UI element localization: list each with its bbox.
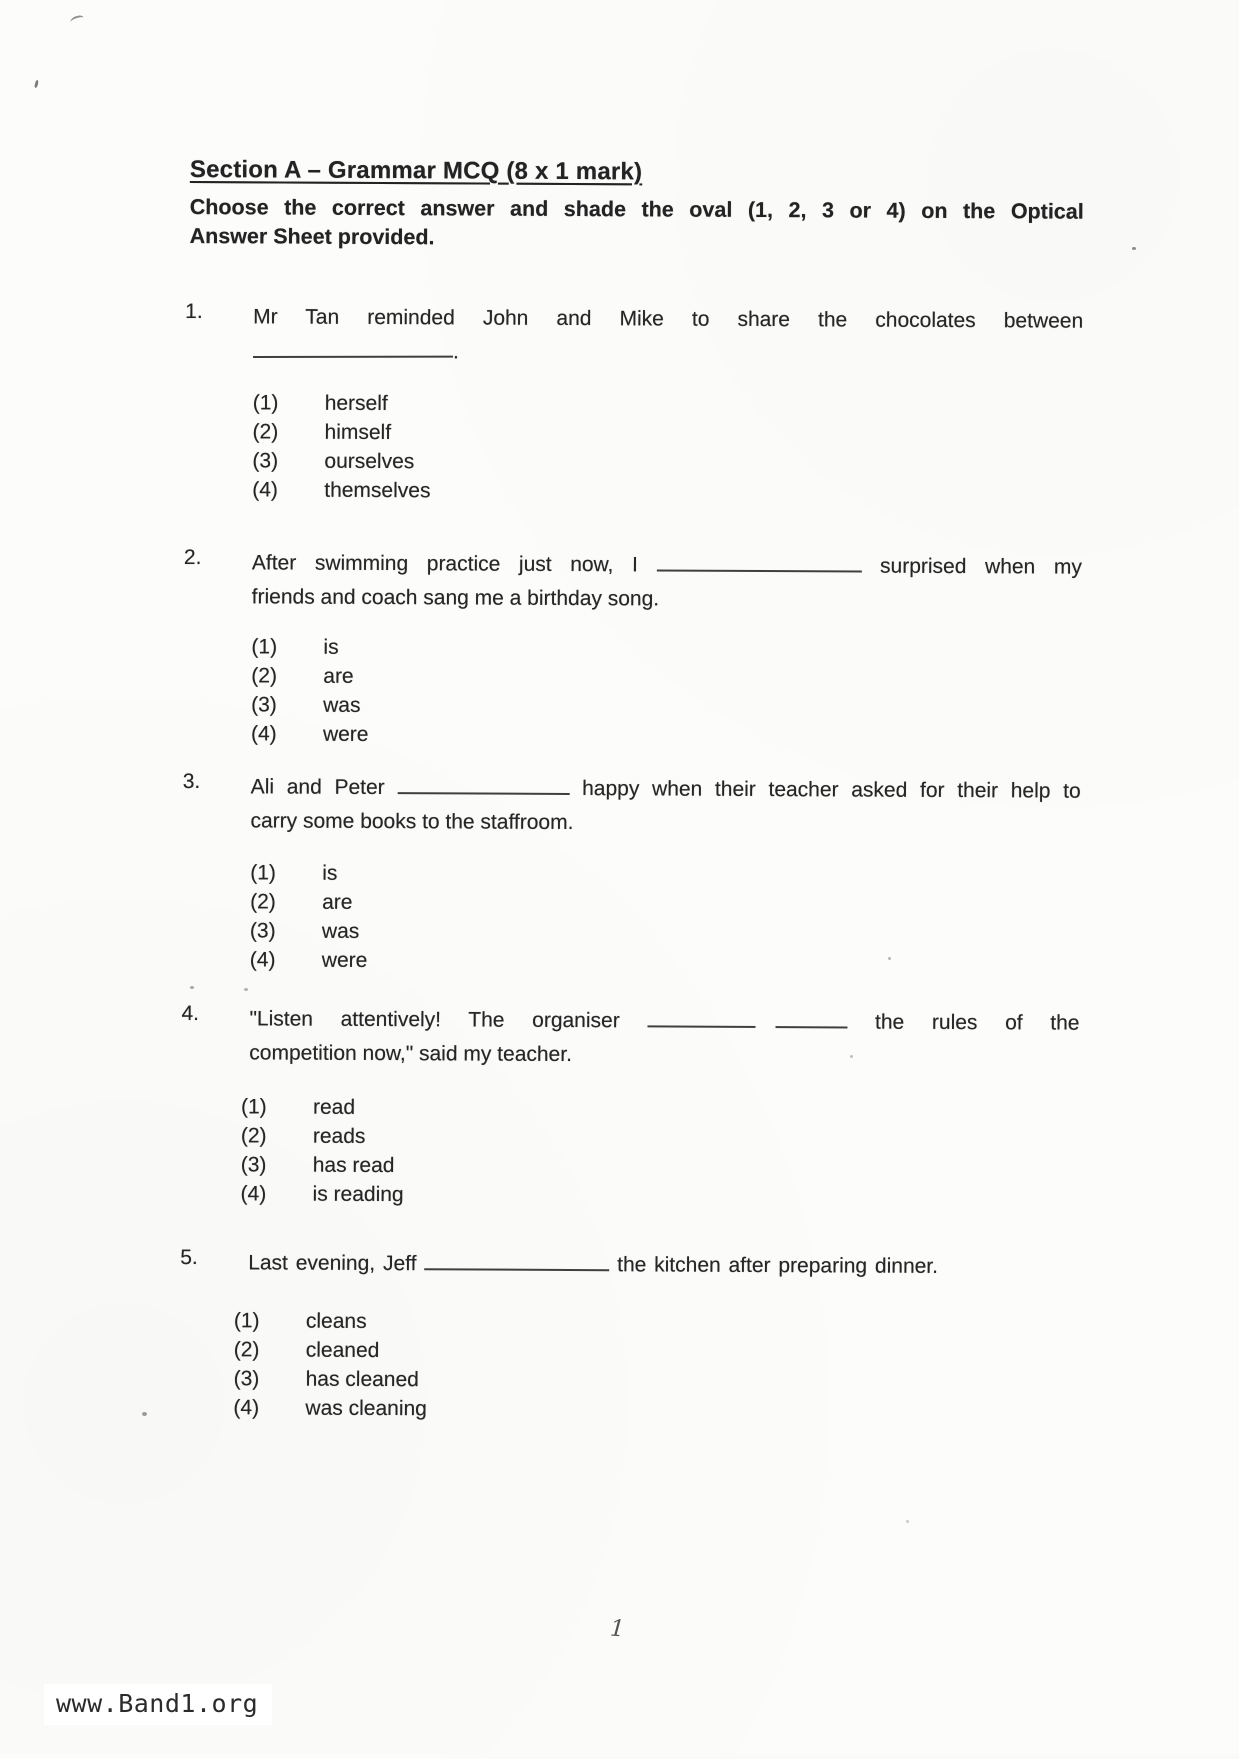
answer-blank: [397, 779, 569, 795]
option-label: (2): [233, 1338, 260, 1362]
option-text: are: [323, 664, 354, 688]
options-list: [233, 1306, 1078, 1426]
scan-artifact: [906, 1520, 909, 1523]
option-label: (1): [252, 391, 279, 415]
option-text: is: [323, 635, 339, 659]
option-label: (2): [252, 420, 279, 444]
answer-blank: [253, 343, 453, 358]
option-row: [234, 1364, 1078, 1397]
question-text-line: [253, 334, 1083, 372]
page-number: 1: [609, 1615, 626, 1643]
watermark: www.Band1.org: [44, 1684, 272, 1725]
option-label: (1): [240, 1095, 267, 1119]
option-row: [250, 945, 1080, 978]
option-label: (4): [240, 1182, 267, 1206]
option-label: (3): [233, 1367, 260, 1391]
option-row: [251, 632, 1081, 665]
option-text: were: [321, 948, 368, 972]
question-number: 5.: [180, 1245, 198, 1270]
option-row: [253, 388, 1083, 421]
answer-blank: [424, 1255, 609, 1271]
question-2: [183, 546, 1082, 753]
scan-artifact: [1132, 247, 1136, 250]
question-3: [182, 770, 1081, 979]
question-body: [251, 546, 1082, 752]
question-text-line: [251, 770, 1081, 808]
scan-artifact: [850, 1055, 853, 1058]
question-number: 4.: [181, 1001, 200, 1026]
option-text: is reading: [312, 1182, 404, 1207]
question-text-after-blank: surprised when my: [880, 554, 1082, 579]
option-text: are: [322, 890, 353, 914]
option-row: [233, 1393, 1077, 1426]
option-label: (3): [249, 919, 276, 943]
scan-artifact: [190, 986, 194, 989]
question-text-line: carry some books to the staffroom.: [250, 809, 574, 835]
option-label: (1): [251, 635, 278, 659]
question-number: 2.: [183, 545, 202, 570]
option-text: was: [323, 693, 361, 717]
options-list: [241, 1092, 1080, 1212]
options-list: [251, 632, 1082, 752]
instructions: [190, 193, 1084, 256]
question-5: [179, 1246, 1078, 1427]
instructions-line-2: Answer Sheet provided.: [189, 223, 435, 250]
question-text-after-blank: the kitchen after preparing dinner.: [617, 1253, 939, 1278]
option-label: (3): [251, 693, 277, 717]
option-text: read: [312, 1095, 356, 1119]
question-text-line: [248, 1246, 1078, 1284]
scan-artifact: [142, 1412, 147, 1416]
option-text: is: [322, 861, 338, 885]
section-title: Section A – Grammar MCQ (8 x 1 mark): [189, 156, 643, 186]
question-text-before-blank: Last evening, Jeff: [248, 1251, 417, 1276]
option-label: (1): [250, 861, 277, 885]
option-row: [252, 446, 1082, 479]
option-text: himself: [324, 420, 392, 445]
option-text: was: [321, 919, 360, 943]
option-text: has read: [312, 1153, 395, 1178]
option-row: [253, 417, 1083, 450]
question-body: [250, 770, 1081, 978]
option-label: (1): [233, 1309, 260, 1333]
option-label: (2): [240, 1124, 267, 1148]
option-label: (4): [249, 948, 276, 972]
question-body: [252, 300, 1083, 508]
options-list: [250, 858, 1081, 978]
question-text-before-blank: Ali and Peter: [250, 775, 385, 800]
option-row: [234, 1306, 1078, 1339]
option-text: reads: [312, 1124, 366, 1148]
option-row: [250, 916, 1080, 949]
option-label: (2): [250, 890, 276, 914]
option-row: [251, 719, 1081, 752]
option-row: [241, 1092, 1079, 1125]
scan-artifact: [244, 988, 248, 991]
question-number: 1.: [185, 299, 203, 324]
option-row: [251, 690, 1081, 723]
question-text-after-blank: the rules of the: [875, 1010, 1080, 1035]
question-text-before-blank: "Listen attentively! The organiser: [249, 1007, 620, 1033]
option-row: [241, 1179, 1079, 1212]
option-label: (3): [240, 1153, 267, 1177]
option-text: was cleaning: [305, 1396, 427, 1421]
option-label: (4): [252, 478, 279, 502]
answer-blank: [647, 1014, 847, 1028]
option-text: has cleaned: [305, 1367, 419, 1392]
option-label: (2): [251, 664, 278, 688]
option-label: (4): [250, 722, 277, 746]
instructions-line-1: Choose the correct answer and shade the oval (1, 2, 3 or 4) on the Optical: [189, 194, 1084, 224]
option-row: [234, 1335, 1078, 1368]
question-body: [233, 1246, 1078, 1426]
question-text-after-blank: .: [452, 340, 459, 364]
option-row: [251, 661, 1081, 694]
question-text-line: friends and coach sang me a birthday song.: [251, 585, 660, 611]
option-row: [241, 1150, 1079, 1183]
option-text: were: [322, 722, 369, 746]
question-text-line: Mr Tan reminded John and Mike to share the chocolates between: [253, 305, 1084, 333]
question-body: [240, 1002, 1080, 1212]
options-list: [252, 388, 1083, 508]
option-row: [241, 1121, 1079, 1154]
question-text-line: competition now," said my teacher.: [249, 1041, 573, 1067]
question-number: 3.: [182, 769, 201, 794]
question-text-line: [252, 546, 1082, 584]
option-label: (3): [252, 449, 279, 473]
option-label: (4): [233, 1396, 260, 1420]
option-text: ourselves: [324, 449, 415, 474]
answer-blank: [656, 556, 861, 572]
question-text-after-blank: happy when their teacher asked for their help to: [582, 777, 1081, 803]
option-text: themselves: [324, 478, 431, 503]
scan-artifact: [888, 957, 891, 960]
question-text-line: [249, 1002, 1079, 1040]
question-text-before-blank: After swimming practice just now, I: [251, 551, 638, 577]
question-1: [184, 300, 1083, 509]
option-row: [250, 887, 1080, 920]
option-text: cleans: [305, 1309, 367, 1333]
option-row: [252, 475, 1082, 508]
option-row: [250, 858, 1080, 891]
option-text: herself: [324, 391, 388, 416]
question-4: [181, 1002, 1080, 1213]
option-text: cleaned: [305, 1338, 380, 1363]
section-header: [190, 156, 1084, 256]
